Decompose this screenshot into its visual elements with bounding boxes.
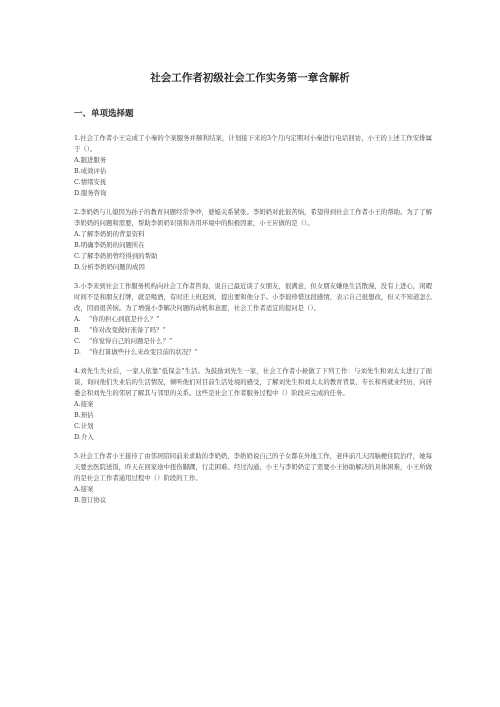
option-text: 接案 [80, 400, 94, 408]
option-label: B. [74, 167, 81, 175]
option-text: 分析李奶奶问题的成因 [80, 263, 145, 271]
option-d [74, 432, 432, 443]
option-a [74, 229, 432, 240]
option-text: 明确李奶奶的问题所在 [80, 241, 145, 249]
option-b [74, 166, 432, 177]
question-1 [74, 133, 432, 199]
option-label: B. [74, 326, 81, 334]
option-text: 签订协议 [80, 496, 107, 504]
question-3 [74, 281, 432, 358]
option-b [74, 240, 432, 251]
option-b [74, 410, 432, 421]
option-a [74, 484, 432, 495]
question-list [74, 133, 432, 514]
question-stem: 1.社会工作者小王完成了小秦的个案服务并顺利结案，计划接下来的3个月内定期对小秦进行电话回访，小王的上述工作安排属于（）。 [74, 134, 432, 153]
option-d [74, 347, 432, 358]
option-label: A. [74, 485, 81, 493]
option-text: 接案 [80, 485, 94, 493]
option-label: D. [74, 348, 81, 356]
option-text: 情绪安抚 [80, 178, 107, 186]
option-a [74, 399, 432, 410]
question-stem: 4.刘先生失业后，一家人依靠“低保金”生活。为鼓励刘先生一家，社会工作者小候做了下列工作：与刘先生和刘太太进行了面谈，询问他们失业后的生活情况，倾听他们对目前生活处境的感受，了解刘先生和刘太太的教育背景、专长和再就业经历，向居委会和刘先生的邻居了解其与邻里的关系。这些是社会工作者服务过程中（）阶段应完成的任务。 [74, 367, 432, 397]
option-c [74, 177, 432, 188]
option-text: 预估 [80, 411, 94, 419]
option-label: D. [74, 433, 81, 441]
option-text: 计划 [80, 422, 94, 430]
option-label: C. [74, 252, 81, 260]
option-text: “你打算做些什么来改变目前的状况？” [89, 348, 198, 356]
option-d [74, 188, 432, 199]
option-label: C. [74, 178, 81, 186]
option-label: A. [74, 400, 81, 408]
section-heading: 一、单项选择题 [74, 109, 134, 119]
option-c [74, 421, 432, 432]
option-c [74, 251, 432, 262]
document-title: 社会工作者初级社会工作实务第一章含解析 [150, 72, 350, 84]
option-label: B. [74, 241, 81, 249]
option-text: 跟进服务 [80, 156, 107, 164]
option-text: 成效评估 [80, 167, 107, 175]
option-label: C. [74, 422, 81, 430]
option-c [74, 336, 432, 347]
question-2 [74, 207, 432, 273]
option-text: “你觉得自己的问题是什么？” [89, 337, 173, 345]
option-label: C. [74, 337, 81, 345]
option-a [74, 155, 432, 166]
option-text: 服务咨询 [80, 189, 107, 197]
option-label: D. [74, 189, 81, 197]
question-5 [74, 451, 432, 506]
option-text: “你的担心到底是什么？” [89, 315, 160, 323]
option-d [74, 262, 432, 273]
option-a [74, 314, 432, 325]
option-text: “你对改变做好准备了吗？” [89, 326, 166, 334]
option-b [74, 495, 432, 506]
question-4 [74, 366, 432, 443]
option-label: A. [74, 230, 81, 238]
question-stem: 2.李奶奶与儿媳因为孙子的教育问题经常争吵，婆媳关系紧张。李奶奶对此很苦恼，希望得到社会工作者小王的帮助。为了了解李奶奶的问题和需要，帮助李奶奶识别和善用环境中的积极因素，小王应做的是（）。 [74, 208, 432, 227]
option-label: B. [74, 496, 81, 504]
option-label: D. [74, 263, 81, 271]
option-text: 了解李奶奶的背景资料 [80, 230, 145, 238]
option-label: A. [74, 156, 81, 164]
option-label: A. [74, 315, 81, 323]
option-label: B. [74, 411, 81, 419]
question-stem: 5.社会工作者小王接待了由邻居陪同前来求助的李奶奶，李奶奶说自己的子女都在外地工作，老伴前几天因脑梗住院治疗，她每天要去医院送饭，昨天在回家途中扭伤脚踝，行走困难。经过沟通，小王与李奶奶定了需要小王协助解决的具体困难，小王所做的是社会工作者通用过程中（）阶段的工作。 [74, 452, 432, 482]
option-text: 介入 [80, 433, 94, 441]
question-stem: 3.小李来到社会工作服务机构向社会工作者咨询，说自己最近谈了女朋友，很满意，但女朋友嫌他生活散漫，没有上进心，闲暇时间不是和朋友打牌，就是喝酒，有时还上班迟到，提出要和他分手。小李很珍惜这段感情，表示自己很想改，但又不知道怎么改，因而很苦恼。为了增强小李解决问题的动机和意愿，社会工作者适宜的提问是（）。 [74, 282, 432, 312]
option-text: 了解李奶奶曾经得到的帮助 [80, 252, 158, 260]
option-b [74, 325, 432, 336]
